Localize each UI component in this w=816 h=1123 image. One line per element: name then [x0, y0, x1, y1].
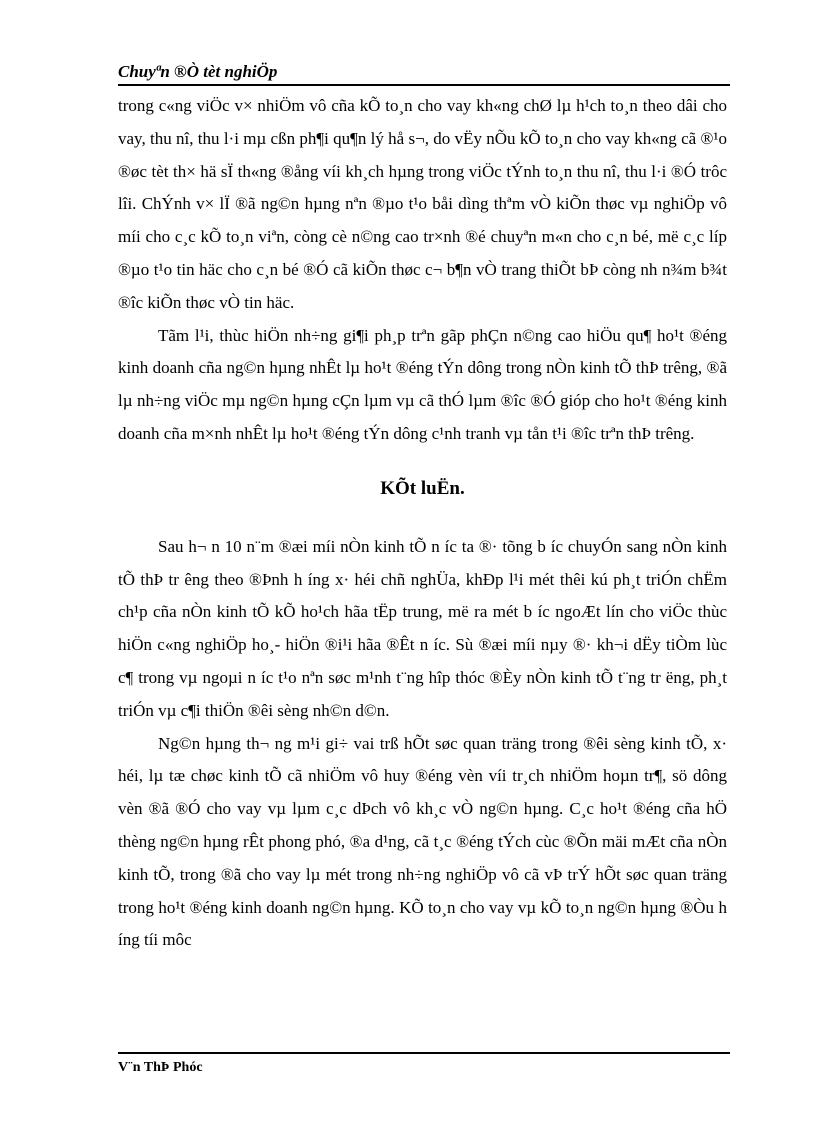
document-body [118, 90, 727, 957]
paragraph-conclusion-2: Ng©n hµng th¬ ng m¹i gi÷ vai trß hÕt søc quan träng trong ®êi sèng kinh tÕ, x· héi, lµ tæ chøc kinh tÕ cã nhiÖm vô huy ®éng vèn víi tr¸ch nhiÖm hoµn tr¶, sö dông vèn ®ã ®Ó cho vay vµ lµm c¸c dÞch vô kh¸c vÒ ng©n hµng. C¸c ho¹t ®éng cña hÖ thèng ng©n hµng rÊt phong phó, ®a d¹ng, cã t¸c ®éng tÝch cùc ®Õn mäi mÆt cña nÒn kinh tÕ, trong ®ã cho vay lµ mét trong nh÷ng nghiÖp vô cã vÞ trÝ hÕt søc quan träng trong ho¹t ®éng kinh doanh ng©n hµng. KÕ to¸n cho vay vµ kÕ to¸n ng©n hµng ®Òu h íng tíi môc [118, 733, 727, 950]
header-title: Chuyªn ®Ò tèt nghiÖp [118, 62, 278, 81]
conclusion-heading: KÕt luËn. [380, 477, 465, 499]
paragraph-conclusion-1: Sau h¬ n 10 n¨m ®æi míi nÒn kinh tÕ n íc ta ®· tõng b íc chuyÓn sang nÒn kinh tÕ thÞ tr êng theo ®Þnh h íng x· héi chñ nghÜa, khÐp l¹i mét thêi kú ph¸t triÓn chËm ch¹p cña nÒn kinh tÕ kÕ ho¹ch hãa tËp trung, më ra mét b íc ngoÆt lín cho viÖc thùc hiÖn c«ng nghiÖp ho¸- hiÖn ®i¹i hãa ®Êt n íc. Sù ®æi míi nµy ®· kh¬i dËy tiÒm lùc c¶ trong vµ ngoµi n íc t¹o nªn søc m¹nh t¨ng hîp thóc ®Èy nÒn kinh tÕ t¨ng tr ëng, ph¸t triÓn vµ c¶i thiÖn ®êi sèng nh©n d©n. [118, 536, 727, 720]
page-header [118, 60, 730, 84]
paragraph-summary: Tãm l¹i, thùc hiÖn nh÷ng gi¶i ph¸p trªn gãp phÇn n©ng cao hiÖu qu¶ ho¹t ®éng kinh doanh cña ng©n hµng nhÊt lµ ho¹t ®éng tÝn dông trong nÒn kinh tÕ thÞ trêng, ®ã lµ nh÷ng viÖc mµ ng©n hµng cÇn lµm vµ cã thÓ lµm ®îc ®Ó gióp cho ho¹t ®éng kinh doanh cña m×nh nhÊt lµ ho¹t ®éng tÝn dông c¹nh tranh vµ tån t¹i ®îc trªn thÞ trêng. [118, 325, 727, 443]
header-divider [118, 84, 730, 86]
footer-author: V¨n ThÞ Phóc [118, 1060, 203, 1075]
paragraph-continued: trong c«ng viÖc v× nhiÖm vô cña kÕ to¸n cho vay kh«ng chØ lµ h¹ch to¸n theo dâi cho vay, thu nî, thu l·i mµ cßn ph¶i qu¶n lý hå s¬, do vËy nÕu kÕ to¸n cho vay kh«ng cã ®¹o ®øc tèt th× hä sÏ th«ng ®ång víi kh¸ch hµng trong viÖc tÝnh to¸n thu nî, thu l·i ®Ó trôc lîi. ChÝnh v× lÏ ®ã ng©n hµng nªn ®µo t¹o båi dìng thªm vÒ kiÕn thøc vµ nghiÖp vô míi cho c¸c kÕ to¸n viªn, còng cè n©ng cao tr×nh ®é chuyªn m«n cho c¸n bé, më c¸c líp ®µo t¹o tin häc cho c¸n bé ®Ó cã kiÕn thøc c¬ b¶n vÒ trang thiÕt bÞ còng nh n¾m b¾t ®îc kiÕn thøc vÒ tin häc. [118, 96, 727, 312]
footer-divider [118, 1052, 730, 1054]
